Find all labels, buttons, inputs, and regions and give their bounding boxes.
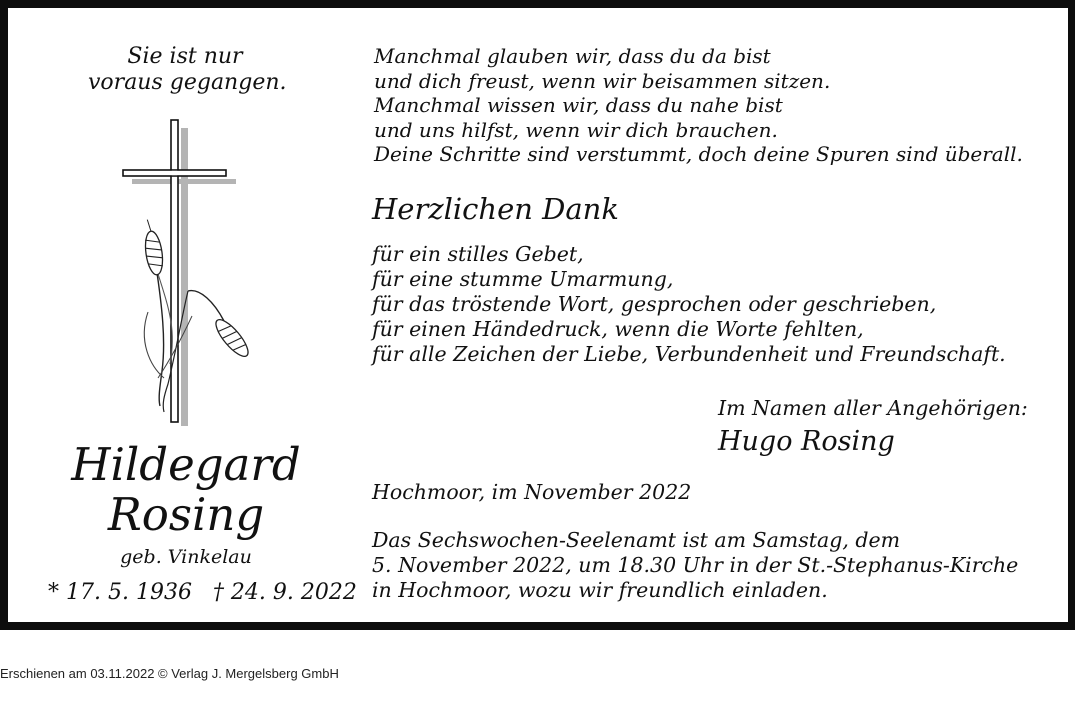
- behalf-line: Im Namen aller Angehörigen:: [718, 396, 1028, 420]
- signer-name: Hugo Rosing: [718, 426, 895, 457]
- cross-with-wheat-icon: [118, 116, 258, 428]
- heading-line: voraus gegangen.: [88, 70, 287, 95]
- deceased-birth-name: geb. Vinkelau: [120, 546, 252, 568]
- mass-notice-line: in Hochmoor, wozu wir freundlich einladen.: [372, 578, 828, 602]
- poem-line: und uns hilfst, wenn wir dich brauchen.: [374, 117, 778, 142]
- thanks-title: Herzlichen Dank: [372, 192, 619, 226]
- heading-verse: [88, 44, 287, 96]
- deceased-last-name: Rosing: [107, 488, 265, 541]
- thanks-line: für eine stumme Umarmung,: [372, 267, 674, 291]
- mass-notice-line: Das Sechswochen-Seelenamt ist am Samstag, dem: [372, 528, 901, 552]
- life-dates: * 17. 5. 1936 † 24. 9. 2022: [48, 580, 357, 605]
- poem-line: und dich freust, wenn wir beisammen sitzen.: [374, 68, 831, 93]
- thanks-list: [372, 242, 1006, 367]
- mass-notice: [372, 528, 1018, 603]
- poem-line: Manchmal wissen wir, dass du nahe bist: [374, 93, 783, 117]
- poem-line: Manchmal glauben wir, dass du da bist: [374, 44, 771, 68]
- thanks-line: für alle Zeichen der Liebe, Verbundenheit und Freundschaft.: [372, 342, 1006, 366]
- publication-credit: Erschienen am 03.11.2022 © Verlag J. Mergelsberg GmbH: [0, 666, 339, 681]
- thanks-line: für das tröstende Wort, gesprochen oder geschrieben,: [372, 292, 937, 316]
- thanks-line: für ein stilles Gebet,: [372, 242, 584, 266]
- thanks-line: für einen Händedruck, wenn die Worte fehlten,: [372, 317, 864, 341]
- poem-verse: [374, 44, 1023, 167]
- place-date: Hochmoor, im November 2022: [372, 480, 692, 504]
- poem-line: Deine Schritte sind verstummt, doch deine Spuren sind überall.: [374, 142, 1023, 166]
- heading-line: Sie ist nur: [127, 44, 243, 69]
- deceased-first-name: Hildegard: [71, 438, 301, 491]
- mass-notice-line: 5. November 2022, um 18.30 Uhr in der St.-Stephanus-Kirche: [372, 553, 1019, 577]
